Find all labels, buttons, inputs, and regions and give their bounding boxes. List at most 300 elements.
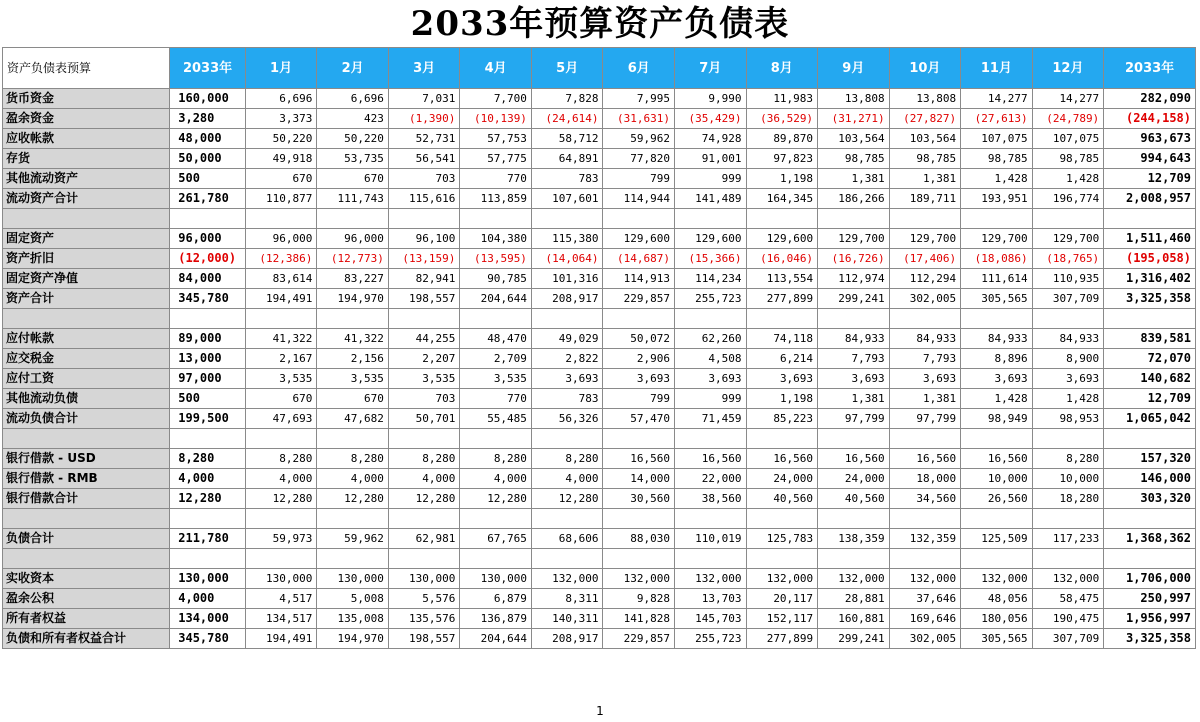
row-label: 所有者权益: [3, 609, 170, 629]
cell-value: 145,703: [675, 609, 747, 629]
cell-value: [1104, 309, 1196, 329]
cell-value: 90,785: [460, 269, 532, 289]
cell-value: 47,693: [245, 409, 317, 429]
cell-value: 49,918: [245, 149, 317, 169]
cell-value: 18,280: [1032, 489, 1104, 509]
cell-value: 40,560: [818, 489, 890, 509]
row-label: 资产折旧: [3, 249, 170, 269]
cell-value: 2,167: [245, 349, 317, 369]
cell-value: 50,220: [245, 129, 317, 149]
cell-value: 13,000: [170, 349, 246, 369]
cell-value: 999: [675, 389, 747, 409]
cell-value: [889, 429, 961, 449]
cell-value: 255,723: [675, 289, 747, 309]
cell-value: 146,000: [1104, 469, 1196, 489]
column-header: 4月: [460, 48, 532, 89]
cell-value: 48,056: [961, 589, 1033, 609]
cell-value: 130,000: [460, 569, 532, 589]
cell-value: [170, 429, 246, 449]
cell-value: 12,280: [317, 489, 389, 509]
cell-value: 104,380: [460, 229, 532, 249]
table-row: [3, 409, 1196, 429]
cell-value: 57,775: [460, 149, 532, 169]
cell-value: [531, 429, 603, 449]
cell-value: 12,280: [460, 489, 532, 509]
cell-value: 84,933: [818, 329, 890, 349]
cell-value: 62,981: [388, 529, 460, 549]
cell-value: 103,564: [889, 129, 961, 149]
cell-value: 132,000: [1032, 569, 1104, 589]
row-label: 银行借款合计: [3, 489, 170, 509]
cell-value: 1,428: [961, 169, 1033, 189]
cell-value: 14,000: [603, 469, 675, 489]
cell-value: 8,280: [1032, 449, 1104, 469]
cell-value: 129,700: [818, 229, 890, 249]
cell-value: (14,064): [531, 249, 603, 269]
cell-value: 204,644: [460, 629, 532, 649]
cell-value: 277,899: [746, 629, 818, 649]
cell-value: 89,000: [170, 329, 246, 349]
cell-value: 91,001: [675, 149, 747, 169]
cell-value: 85,223: [746, 409, 818, 429]
row-label: 其他流动资产: [3, 169, 170, 189]
table-row: [3, 529, 1196, 549]
cell-value: 345,780: [170, 289, 246, 309]
cell-value: (27,613): [961, 109, 1033, 129]
cell-value: 211,780: [170, 529, 246, 549]
cell-value: 77,820: [603, 149, 675, 169]
cell-value: 112,294: [889, 269, 961, 289]
cell-value: 6,214: [746, 349, 818, 369]
cell-value: 12,280: [245, 489, 317, 509]
cell-value: [675, 429, 747, 449]
page-title: 2033年预算资产负债表: [410, 4, 790, 44]
cell-value: 112,974: [818, 269, 890, 289]
cell-value: 4,000: [317, 469, 389, 489]
cell-value: [818, 549, 890, 569]
cell-value: 140,682: [1104, 369, 1196, 389]
cell-value: 5,008: [317, 589, 389, 609]
cell-value: 229,857: [603, 629, 675, 649]
cell-value: 130,000: [245, 569, 317, 589]
cell-value: 8,280: [317, 449, 389, 469]
cell-value: 198,557: [388, 289, 460, 309]
cell-value: 169,646: [889, 609, 961, 629]
cell-value: 84,000: [170, 269, 246, 289]
cell-value: [603, 209, 675, 229]
cell-value: 88,030: [603, 529, 675, 549]
column-header: 12月: [1032, 48, 1104, 89]
cell-value: 839,581: [1104, 329, 1196, 349]
cell-value: 132,000: [531, 569, 603, 589]
cell-value: (15,366): [675, 249, 747, 269]
cell-value: [531, 309, 603, 329]
cell-value: 58,475: [1032, 589, 1104, 609]
cell-value: 6,696: [317, 89, 389, 109]
cell-value: 129,600: [603, 229, 675, 249]
cell-value: 132,000: [818, 569, 890, 589]
cell-value: 994,643: [1104, 149, 1196, 169]
cell-value: 114,234: [675, 269, 747, 289]
cell-value: [388, 309, 460, 329]
cell-value: [460, 549, 532, 569]
cell-value: [675, 509, 747, 529]
cell-value: 113,554: [746, 269, 818, 289]
cell-value: 8,280: [531, 449, 603, 469]
cell-value: 1,381: [889, 389, 961, 409]
cell-value: 196,774: [1032, 189, 1104, 209]
cell-value: 3,280: [170, 109, 246, 129]
column-header: 10月: [889, 48, 961, 89]
cell-value: 111,614: [961, 269, 1033, 289]
cell-value: [746, 549, 818, 569]
cell-value: 5,576: [388, 589, 460, 609]
cell-value: 138,359: [818, 529, 890, 549]
cell-value: [170, 549, 246, 569]
cell-value: (18,086): [961, 249, 1033, 269]
row-label: 流动负债合计: [3, 409, 170, 429]
cell-value: 6,879: [460, 589, 532, 609]
row-label: 应交税金: [3, 349, 170, 369]
cell-value: 302,005: [889, 289, 961, 309]
cell-value: [889, 509, 961, 529]
cell-value: 208,917: [531, 629, 603, 649]
cell-value: 98,949: [961, 409, 1033, 429]
cell-value: 132,000: [746, 569, 818, 589]
cell-value: [675, 549, 747, 569]
cell-value: [245, 429, 317, 449]
cell-value: [603, 309, 675, 329]
cell-value: 41,322: [245, 329, 317, 349]
cell-value: 799: [603, 169, 675, 189]
cell-value: 89,870: [746, 129, 818, 149]
cell-value: 74,118: [746, 329, 818, 349]
table-row: [3, 149, 1196, 169]
cell-value: 4,000: [388, 469, 460, 489]
cell-value: [531, 509, 603, 529]
cell-value: 8,280: [245, 449, 317, 469]
cell-value: 1,381: [818, 389, 890, 409]
cell-value: 117,233: [1032, 529, 1104, 549]
cell-value: 56,326: [531, 409, 603, 429]
cell-value: 135,576: [388, 609, 460, 629]
cell-value: [746, 509, 818, 529]
cell-value: 670: [245, 389, 317, 409]
cell-value: [1032, 429, 1104, 449]
cell-value: 130,000: [170, 569, 246, 589]
spacer-row: [3, 549, 1196, 569]
cell-value: 58,712: [531, 129, 603, 149]
cell-value: 255,723: [675, 629, 747, 649]
row-label: 银行借款 - USD: [3, 449, 170, 469]
cell-value: 28,881: [818, 589, 890, 609]
cell-value: 204,644: [460, 289, 532, 309]
cell-value: 999: [675, 169, 747, 189]
cell-value: 115,380: [531, 229, 603, 249]
cell-value: 49,029: [531, 329, 603, 349]
cell-value: (13,159): [388, 249, 460, 269]
cell-value: 8,896: [961, 349, 1033, 369]
cell-value: 2,008,957: [1104, 189, 1196, 209]
cell-value: 114,944: [603, 189, 675, 209]
cell-value: 8,280: [170, 449, 246, 469]
cell-value: 26,560: [961, 489, 1033, 509]
cell-value: 282,090: [1104, 89, 1196, 109]
cell-value: 103,564: [818, 129, 890, 149]
cell-value: 110,935: [1032, 269, 1104, 289]
cell-value: 160,881: [818, 609, 890, 629]
cell-value: 71,459: [675, 409, 747, 429]
cell-value: 277,899: [746, 289, 818, 309]
cell-value: (31,631): [603, 109, 675, 129]
cell-value: [1104, 509, 1196, 529]
cell-value: 1,065,042: [1104, 409, 1196, 429]
table-row: [3, 229, 1196, 249]
row-label: 其他流动负债: [3, 389, 170, 409]
cell-value: 1,428: [1032, 389, 1104, 409]
cell-value: 114,913: [603, 269, 675, 289]
cell-value: 16,560: [603, 449, 675, 469]
cell-value: 7,793: [818, 349, 890, 369]
cell-value: 3,535: [460, 369, 532, 389]
cell-value: 10,000: [1032, 469, 1104, 489]
cell-value: 770: [460, 389, 532, 409]
cell-value: [1104, 429, 1196, 449]
cell-value: 303,320: [1104, 489, 1196, 509]
cell-value: [1104, 549, 1196, 569]
cell-value: 115,616: [388, 189, 460, 209]
cell-value: [170, 309, 246, 329]
cell-value: [746, 429, 818, 449]
cell-value: 132,000: [889, 569, 961, 589]
cell-value: 1,198: [746, 389, 818, 409]
cell-value: [317, 429, 389, 449]
cell-value: 208,917: [531, 289, 603, 309]
cell-value: 34,560: [889, 489, 961, 509]
cell-value: [675, 309, 747, 329]
cell-value: 132,000: [675, 569, 747, 589]
cell-value: (195,058): [1104, 249, 1196, 269]
cell-value: 4,517: [245, 589, 317, 609]
cell-value: 307,709: [1032, 629, 1104, 649]
table-row: [3, 369, 1196, 389]
cell-value: 20,117: [746, 589, 818, 609]
cell-value: 2,207: [388, 349, 460, 369]
cell-value: 3,693: [603, 369, 675, 389]
header-row: [3, 48, 1196, 89]
cell-value: [961, 429, 1033, 449]
table-row: [3, 89, 1196, 109]
cell-value: 141,828: [603, 609, 675, 629]
cell-value: 963,673: [1104, 129, 1196, 149]
cell-value: 16,560: [889, 449, 961, 469]
row-label: 实收资本: [3, 569, 170, 589]
cell-value: 129,700: [961, 229, 1033, 249]
column-header: 1月: [245, 48, 317, 89]
cell-value: (10,139): [460, 109, 532, 129]
cell-value: 14,277: [1032, 89, 1104, 109]
cell-value: 132,359: [889, 529, 961, 549]
cell-value: [603, 429, 675, 449]
cell-value: 13,808: [818, 89, 890, 109]
cell-value: 110,019: [675, 529, 747, 549]
table-row: [3, 329, 1196, 349]
cell-value: 3,693: [531, 369, 603, 389]
cell-value: 194,491: [245, 289, 317, 309]
row-label: 负债合计: [3, 529, 170, 549]
cell-value: [388, 509, 460, 529]
cell-value: 3,535: [317, 369, 389, 389]
cell-value: 3,535: [388, 369, 460, 389]
row-label: 货币资金: [3, 89, 170, 109]
cell-value: [1104, 209, 1196, 229]
cell-value: [746, 209, 818, 229]
cell-value: [1032, 509, 1104, 529]
cell-value: 186,266: [818, 189, 890, 209]
cell-value: 96,100: [388, 229, 460, 249]
cell-value: (14,687): [603, 249, 675, 269]
cell-value: [675, 209, 747, 229]
cell-value: 3,325,358: [1104, 289, 1196, 309]
cell-value: 44,255: [388, 329, 460, 349]
cell-value: 130,000: [388, 569, 460, 589]
column-header: 3月: [388, 48, 460, 89]
cell-value: (27,827): [889, 109, 961, 129]
cell-value: 8,280: [460, 449, 532, 469]
cell-value: 59,973: [245, 529, 317, 549]
column-header: 9月: [818, 48, 890, 89]
cell-value: [245, 549, 317, 569]
cell-value: 84,933: [889, 329, 961, 349]
cell-value: 500: [170, 389, 246, 409]
table-row: [3, 169, 1196, 189]
cell-value: 24,000: [746, 469, 818, 489]
cell-value: (18,765): [1032, 249, 1104, 269]
table-row: [3, 629, 1196, 649]
cell-value: (12,773): [317, 249, 389, 269]
cell-value: 1,511,460: [1104, 229, 1196, 249]
cell-value: 101,316: [531, 269, 603, 289]
cell-value: (12,386): [245, 249, 317, 269]
cell-value: [317, 209, 389, 229]
cell-value: 4,000: [460, 469, 532, 489]
cell-value: 1,198: [746, 169, 818, 189]
cell-value: 423: [317, 109, 389, 129]
cell-value: 67,765: [460, 529, 532, 549]
cell-value: 703: [388, 389, 460, 409]
table-row: [3, 349, 1196, 369]
cell-value: 98,953: [1032, 409, 1104, 429]
cell-value: [818, 209, 890, 229]
column-header: 7月: [675, 48, 747, 89]
cell-value: 783: [531, 169, 603, 189]
cell-value: 113,859: [460, 189, 532, 209]
cell-value: 307,709: [1032, 289, 1104, 309]
cell-value: (24,789): [1032, 109, 1104, 129]
cell-value: 1,381: [818, 169, 890, 189]
table-row: [3, 569, 1196, 589]
cell-value: [460, 209, 532, 229]
cell-value: [1032, 549, 1104, 569]
spacer-row: [3, 309, 1196, 329]
cell-value: 7,031: [388, 89, 460, 109]
cell-value: (36,529): [746, 109, 818, 129]
cell-value: 305,565: [961, 289, 1033, 309]
cell-value: 30,560: [603, 489, 675, 509]
column-header: 6月: [603, 48, 675, 89]
cell-value: 199,500: [170, 409, 246, 429]
cell-value: 7,700: [460, 89, 532, 109]
cell-value: 12,709: [1104, 389, 1196, 409]
cell-value: 3,693: [1032, 369, 1104, 389]
cell-value: 129,700: [1032, 229, 1104, 249]
cell-value: 7,828: [531, 89, 603, 109]
balance-sheet-table: [2, 47, 1196, 649]
cell-value: 160,000: [170, 89, 246, 109]
cell-value: 129,700: [889, 229, 961, 249]
cell-value: 8,280: [388, 449, 460, 469]
cell-value: 48,000: [170, 129, 246, 149]
spacer-row: [3, 209, 1196, 229]
cell-value: 1,706,000: [1104, 569, 1196, 589]
cell-value: [245, 509, 317, 529]
cell-value: 180,056: [961, 609, 1033, 629]
column-header: 2月: [317, 48, 389, 89]
cell-value: 37,646: [889, 589, 961, 609]
cell-value: [1032, 309, 1104, 329]
cell-value: 111,743: [317, 189, 389, 209]
cell-value: 194,970: [317, 629, 389, 649]
row-label: 盈余资金: [3, 109, 170, 129]
cell-value: 3,693: [818, 369, 890, 389]
cell-value: [317, 509, 389, 529]
cell-value: 194,491: [245, 629, 317, 649]
cell-value: 57,753: [460, 129, 532, 149]
table-row: [3, 269, 1196, 289]
cell-value: [388, 549, 460, 569]
cell-value: 56,541: [388, 149, 460, 169]
cell-value: 770: [460, 169, 532, 189]
table-row: [3, 589, 1196, 609]
cell-value: 97,799: [889, 409, 961, 429]
cell-value: [170, 509, 246, 529]
cell-value: 3,693: [889, 369, 961, 389]
cell-value: [603, 549, 675, 569]
cell-value: 193,951: [961, 189, 1033, 209]
cell-value: [317, 549, 389, 569]
cell-value: 3,373: [245, 109, 317, 129]
cell-value: [889, 209, 961, 229]
cell-value: 1,428: [1032, 169, 1104, 189]
cell-value: 2,156: [317, 349, 389, 369]
cell-value: [245, 309, 317, 329]
cell-value: 12,709: [1104, 169, 1196, 189]
header-label: 资产负债表预算: [3, 48, 170, 89]
cell-value: 14,277: [961, 89, 1033, 109]
cell-value: [818, 309, 890, 329]
cell-value: 3,535: [245, 369, 317, 389]
cell-value: 9,990: [675, 89, 747, 109]
table-row: [3, 109, 1196, 129]
cell-value: (13,595): [460, 249, 532, 269]
cell-value: 130,000: [317, 569, 389, 589]
cell-value: [531, 549, 603, 569]
cell-value: 1,316,402: [1104, 269, 1196, 289]
cell-value: [961, 209, 1033, 229]
table-row: [3, 189, 1196, 209]
cell-value: 250,997: [1104, 589, 1196, 609]
cell-value: [388, 209, 460, 229]
